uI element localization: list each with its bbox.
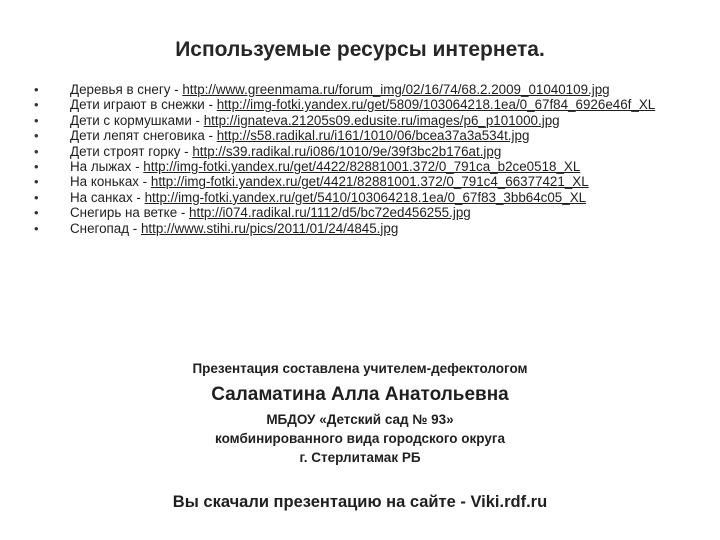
- resource-label: Дети лепят снеговика -: [70, 128, 217, 144]
- resource-link[interactable]: http://www.greenmama.ru/forum_img/02/16/74/68.2.2009_01040109.jpg: [182, 82, 610, 97]
- resource-link[interactable]: http://img-fotki.yandex.ru/get/4422/82881001.372/0_791ca_b2ce0518_XL: [143, 159, 581, 175]
- resource-label: Снегопад -: [70, 220, 141, 236]
- bullet: •: [34, 220, 39, 236]
- bullet: •: [34, 82, 39, 97]
- resource-label: На коньках -: [70, 174, 151, 190]
- resource-link[interactable]: http://i074.radikal.ru/1112/d5/bc72ed456255.jpg: [189, 205, 471, 221]
- institution-name: МБДОУ «Детский сад № 93»: [266, 412, 454, 427]
- list-item: [34, 144, 694, 159]
- resource-link[interactable]: http://s39.radikal.ru/i086/1010/9e/39f3bc2b176at.jpg: [192, 143, 502, 159]
- resource-label: Дети с кормушками -: [70, 112, 204, 128]
- credit-block: [0, 360, 720, 467]
- list-item: [34, 174, 694, 189]
- list-item: [34, 128, 694, 143]
- resource-label: На лыжах -: [70, 159, 144, 175]
- resource-label: Дети строят горку -: [70, 143, 193, 159]
- list-item: [34, 221, 694, 236]
- resource-link[interactable]: http://ignateva.21205s09.edusite.ru/images/p6_p101000.jpg: [203, 112, 560, 128]
- bullet: •: [34, 205, 39, 221]
- bullet: •: [34, 97, 39, 113]
- slide-title: Используемые ресурсы интернета.: [175, 38, 545, 61]
- list-item: [34, 113, 694, 128]
- credit-intro: Презентация составлена учителем-дефектологом: [192, 361, 528, 376]
- institution-type: комбинированного вида городского округа: [215, 431, 505, 446]
- list-item: [34, 159, 694, 174]
- resource-label: Снегирь на ветке -: [70, 205, 190, 221]
- resource-label: На санках -: [70, 189, 145, 205]
- resource-link[interactable]: http://img-fotki.yandex.ru/get/5410/103064218.1ea/0_67f83_3bb64c05_XL: [144, 189, 587, 205]
- bullet: •: [34, 159, 39, 175]
- download-note: Вы скачали презентацию на сайте - Viki.rdf.ru: [172, 493, 548, 511]
- list-item: [34, 82, 694, 97]
- resource-list: [34, 82, 694, 236]
- author-name: Саламатина Алла Анатольевна: [211, 384, 509, 405]
- resource-label: Деревья в снегу -: [70, 82, 183, 97]
- list-item: [34, 190, 694, 205]
- resource-link[interactable]: http://img-fotki.yandex.ru/get/5809/103064218.1ea/0_67f84_6926e46f_XL: [216, 97, 656, 113]
- list-item: [34, 97, 694, 112]
- bullet: •: [34, 128, 39, 144]
- resource-label: Дети играют в снежки -: [70, 97, 217, 113]
- list-item: [34, 205, 694, 220]
- bullet: •: [34, 112, 39, 128]
- resource-link[interactable]: http://www.stihi.ru/pics/2011/01/24/4845.jpg: [140, 220, 399, 236]
- bullet: •: [34, 189, 39, 205]
- city: г. Стерлитамак РБ: [299, 450, 421, 465]
- bullet: •: [34, 174, 39, 190]
- bullet: •: [34, 143, 39, 159]
- resource-link[interactable]: http://s58.radikal.ru/i161/1010/06/bcea37a3a534t.jpg: [216, 128, 530, 144]
- resource-link[interactable]: http://img-fotki.yandex.ru/get/4421/82881001.372/0_791c4_66377421_XL: [150, 174, 589, 190]
